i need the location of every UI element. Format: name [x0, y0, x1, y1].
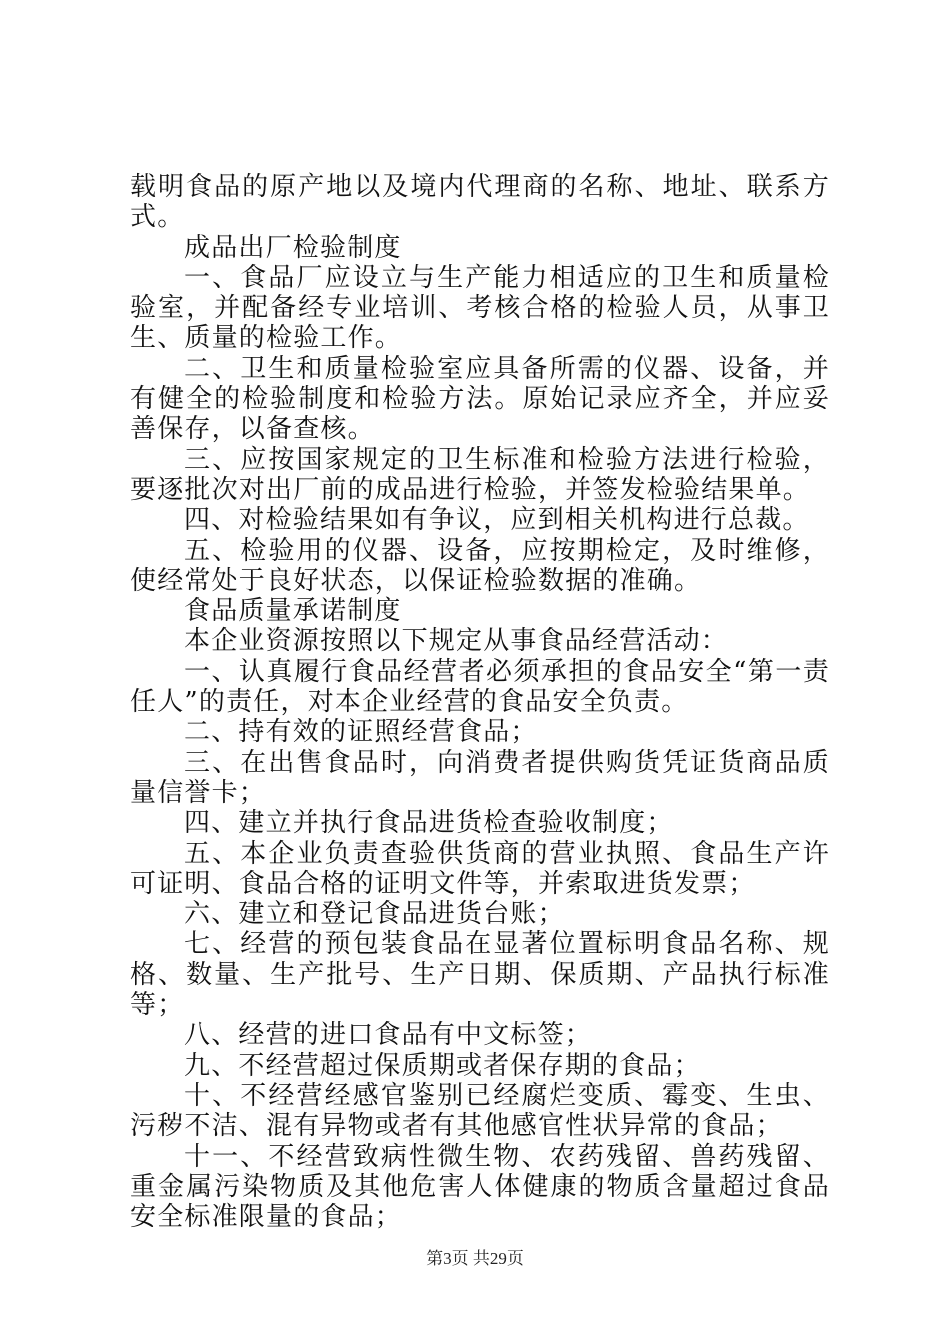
paragraph: 一、认真履行食品经营者必须承担的食品安全“第一责任人”的责任，对本企业经营的食品安全负责。	[130, 656, 830, 718]
section-heading-quality-commitment: 食品质量承诺制度	[184, 596, 402, 627]
paragraph-continuation: 载明食品的原产地以及境内代理商的名称、地址、联系方式。	[130, 172, 830, 233]
paragraph: 十一、不经营致病性微生物、农药残留、兽药残留、重金属污染物质及其他危害人体健康的物质含量超过食品安全标准限量的食品；	[130, 1141, 830, 1233]
page-number-footer: 第3页 共29页	[426, 1249, 524, 1268]
paragraph: 四、建立并执行食品进货检查验收制度；	[184, 808, 674, 839]
section-heading-factory-inspection: 成品出厂检验制度	[184, 232, 402, 263]
paragraph: 三、应按国家规定的卫生标准和检验方法进行检验，要逐批次对出厂前的成品进行检验，并签发检验结果单。	[130, 444, 830, 505]
paragraph: 八、经营的进口食品有中文标签；	[184, 1020, 593, 1051]
document-body	[130, 172, 830, 1232]
paragraph: 九、不经营超过保质期或者保存期的食品；	[184, 1050, 701, 1081]
paragraph: 五、本企业负责查验供货商的营业执照、食品生产许可证明、食品合格的证明文件等，并索取进货发票；	[130, 838, 830, 899]
paragraph: 五、检验用的仪器、设备，应按期检定，及时维修，使经常处于良好状态，以保证检验数据的准确。	[130, 535, 830, 596]
paragraph: 三、在出售食品时，向消费者提供购货凭证货商品质量信誉卡；	[130, 747, 830, 808]
paragraph: 一、食品厂应设立与生产能力相适应的卫生和质量检验室，并配备经专业培训、考核合格的检验人员，从事卫生、质量的检验工作。	[130, 262, 830, 354]
paragraph: 二、持有效的证照经营食品；	[184, 717, 538, 748]
paragraph: 二、卫生和质量检验室应具备所需的仪器、设备，并有健全的检验制度和检验方法。原始记录应齐全，并应妥善保存，以备查核。	[130, 353, 830, 445]
paragraph: 本企业资源按照以下规定从事食品经营活动：	[184, 626, 729, 657]
paragraph: 十、不经营经感官鉴别已经腐烂变质、霉变、生虫、污秽不洁、混有异物或者有其他感官性状异常的食品；	[130, 1080, 830, 1142]
paragraph: 四、对检验结果如有争议，应到相关机构进行总裁。	[184, 505, 810, 536]
paragraph: 七、经营的预包装食品在显著位置标明食品名称、规格、数量、生产批号、生产日期、保质期、产品执行标准等；	[130, 929, 830, 1021]
paragraph: 六、建立和登记食品进货台账；	[184, 899, 565, 930]
